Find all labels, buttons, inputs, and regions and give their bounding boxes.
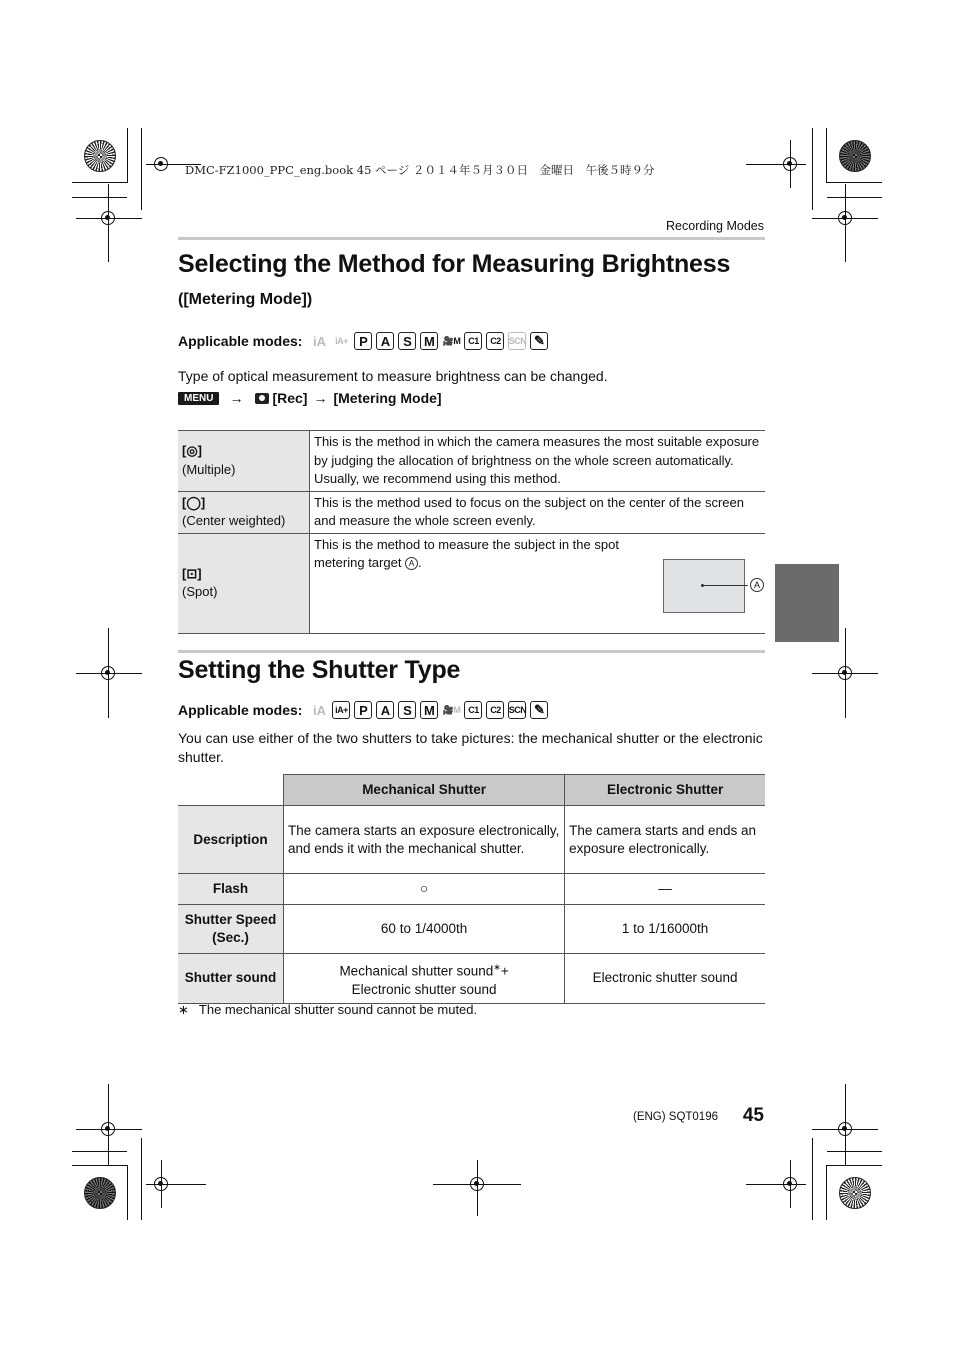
mode-p-icon: P: [354, 701, 372, 719]
row-header: Shutter Speed (Sec.): [178, 905, 284, 954]
mode-c1-icon: C1: [464, 332, 482, 350]
mode-s-icon: S: [398, 332, 416, 350]
mode-ia-plus-icon: iA+: [332, 701, 350, 719]
crop-mark: [141, 1138, 142, 1220]
mode-creative-icon: ✎: [530, 332, 548, 350]
metering-option-multiple: [178, 431, 310, 492]
table-cell: [284, 954, 565, 1004]
applicable-modes: [178, 332, 552, 350]
registration-cross-icon: [154, 1177, 168, 1191]
mode-scn-icon: SCN: [508, 332, 526, 350]
section-header: Recording Modes: [666, 219, 764, 233]
callout-line: [704, 585, 748, 586]
spot-metering-icon: [⊡]: [182, 565, 202, 581]
applicable-modes-label: Applicable modes:: [178, 702, 303, 718]
metering-table: [178, 430, 765, 634]
mode-m-icon: M: [420, 332, 438, 350]
metering-option-name: (Multiple): [182, 461, 236, 477]
multiple-metering-icon: [◎]: [182, 443, 203, 459]
mode-c2-icon: C2: [486, 701, 504, 719]
callout-a-icon: A: [750, 578, 764, 592]
spot-text: This is the method to measure the subject in the spot metering target: [314, 536, 619, 570]
metering-option-text: [314, 536, 644, 573]
crop-mark: [827, 197, 882, 198]
crop-mark: [141, 128, 142, 210]
crop-mark: [826, 1165, 827, 1220]
registration-cross-icon: [783, 157, 797, 171]
flash-not-supported-icon: —: [565, 874, 765, 905]
metering-option-text: This is the method in which the camera measures the most suitable exposure by judging the allocation of brightness on the whole screen automatically. Usually, we recommend using this method.: [310, 431, 766, 492]
metering-option-spot-cell: [310, 533, 766, 633]
menu-arrow: →: [229, 390, 244, 406]
table-corner: [178, 775, 284, 806]
registration-cross-icon: [154, 157, 168, 171]
registration-cross-icon: [470, 1177, 484, 1191]
registration-cross-icon: [783, 1177, 797, 1191]
mech-sound-text: Mechanical shutter sound: [339, 963, 494, 979]
mode-ia-plus-icon: iA+: [335, 336, 348, 346]
footnote-mark: ∗: [178, 1002, 189, 1017]
mode-p-icon: P: [354, 332, 372, 350]
menu-arrow: →: [313, 390, 328, 406]
metering-option-center: [178, 491, 310, 533]
crop-mark: [72, 197, 127, 198]
center-weighted-icon: [◯]: [182, 494, 206, 510]
registration-cross-icon: [838, 211, 852, 225]
footnote: [178, 1002, 477, 1018]
registration-cross-icon: [838, 1122, 852, 1136]
applicable-modes-label: Applicable modes:: [178, 333, 303, 349]
mode-c2-icon: C2: [486, 332, 504, 350]
mode-a-icon: A: [376, 332, 394, 350]
section-title-shutter: Setting the Shutter Type: [178, 656, 461, 684]
flash-supported-icon: ○: [284, 874, 565, 905]
footnote-text: The mechanical shutter sound cannot be muted.: [198, 1002, 478, 1017]
row-header: Description: [178, 806, 284, 874]
registration-sunburst-icon: [839, 140, 871, 172]
crop-mark: [72, 182, 127, 183]
table-row: [178, 905, 765, 954]
crop-mark: [827, 1165, 882, 1166]
crop-mark: [827, 1151, 882, 1152]
table-cell: 1 to 1/16000th: [565, 905, 765, 954]
registration-cross-icon: [838, 666, 852, 680]
mode-s-icon: S: [398, 701, 416, 719]
table-cell: The camera starts an exposure electronically, and ends it with the mechanical shutter.: [284, 806, 565, 874]
crop-mark: [127, 128, 128, 183]
metering-option-name: (Center weighted): [182, 513, 286, 528]
registration-cross-icon: [101, 666, 115, 680]
crop-mark: [127, 1165, 128, 1220]
table-row: [178, 431, 765, 492]
row-header: Flash: [178, 874, 284, 905]
table-header-row: [178, 775, 765, 806]
row-header: Shutter sound: [178, 954, 284, 1004]
section-rule: [178, 650, 765, 653]
footnote-mark: ∗: [493, 962, 501, 972]
column-header-electronic: Electronic Shutter: [565, 775, 765, 806]
table-row: [178, 874, 765, 905]
registration-sunburst-icon: [839, 1177, 871, 1209]
metering-option-spot: [178, 533, 310, 633]
plus-sign: +: [500, 963, 509, 979]
table-row: [178, 491, 765, 533]
crop-mark: [812, 1138, 813, 1220]
spot-target-illustration: [663, 559, 760, 613]
print-info: DMC-FZ1000_PPC_eng.book 45 ページ ２０１４年５月３０日 金曜日 午後５時９分: [185, 163, 655, 177]
table-cell: Electronic shutter sound: [565, 954, 765, 1004]
crop-mark: [746, 164, 806, 165]
mode-movie-m-icon: 🎥M: [442, 704, 461, 715]
crop-mark: [72, 1165, 127, 1166]
registration-sunburst-icon: [84, 140, 116, 172]
column-header-mechanical: Mechanical Shutter: [284, 775, 565, 806]
menu-item-metering: [Metering Mode]: [333, 390, 442, 406]
shutter-description: You can use either of the two shutters to take pictures: the mechanical shutter or the electronic shutter.: [178, 730, 763, 765]
metering-option-name: (Spot): [182, 584, 218, 599]
table-cell: The camera starts and ends an exposure electronically.: [565, 806, 765, 874]
metering-description: Type of optical measurement to measure brightness can be changed.: [178, 368, 608, 384]
mode-a-icon: A: [376, 701, 394, 719]
camera-icon: [255, 393, 269, 404]
mode-movie-m-icon: 🎥M: [442, 335, 461, 346]
table-row: [178, 954, 765, 1004]
mode-creative-icon: ✎: [530, 701, 548, 719]
metering-option-text: This is the method used to focus on the subject on the center of the screen and measure the whole screen evenly.: [310, 491, 766, 533]
crop-mark: [746, 1184, 806, 1185]
crop-mark: [72, 1151, 127, 1152]
registration-cross-icon: [101, 1122, 115, 1136]
callout-a-icon: A: [405, 557, 418, 570]
registration-sunburst-icon: [84, 1177, 116, 1209]
mode-ia-icon: iA: [312, 702, 326, 718]
crop-mark: [827, 182, 882, 183]
menu-badge: MENU: [178, 392, 219, 405]
mode-ia-icon: iA: [312, 333, 326, 349]
header-rule: [178, 237, 765, 240]
section-subtitle: ([Metering Mode]): [178, 291, 313, 308]
crop-mark: [812, 128, 813, 210]
mode-c1-icon: C1: [464, 701, 482, 719]
registration-cross-icon: [101, 211, 115, 225]
page-number: 45: [742, 1105, 764, 1126]
mode-m-icon: M: [420, 701, 438, 719]
mode-scn-icon: SCN: [508, 701, 526, 719]
elec-sound-text: Electronic shutter sound: [351, 981, 497, 997]
table-row: [178, 533, 765, 633]
menu-path: [178, 390, 442, 406]
document-code: (ENG) SQT0196: [633, 1111, 718, 1123]
crop-mark: [826, 128, 827, 183]
applicable-modes: [178, 701, 552, 719]
section-title-metering: Selecting the Method for Measuring Brightness: [178, 250, 731, 278]
menu-rec: [Rec]: [272, 390, 308, 406]
table-row: [178, 806, 765, 874]
spot-text-end: .: [418, 555, 422, 570]
shutter-table: [178, 774, 765, 1004]
table-cell: 60 to 1/4000th: [284, 905, 565, 954]
chapter-tab: [775, 564, 839, 642]
